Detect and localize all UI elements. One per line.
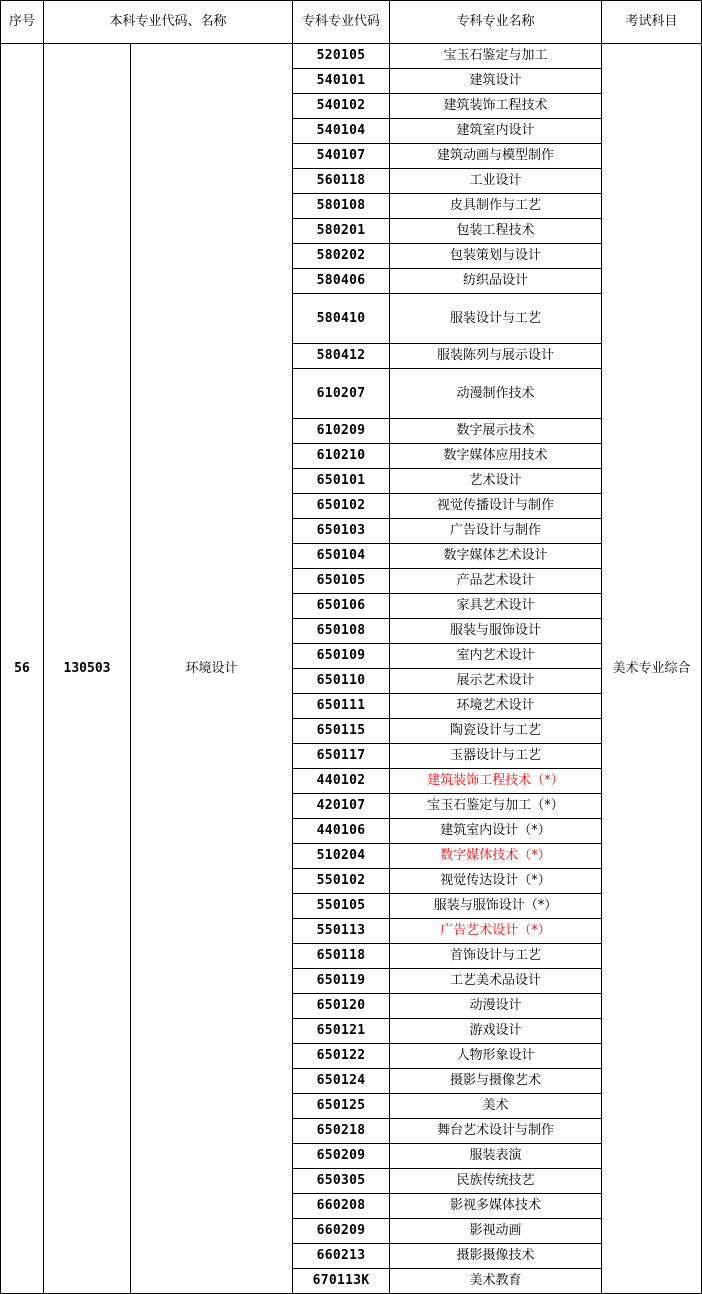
major-code: 660208: [293, 1194, 390, 1219]
major-code: 660213: [293, 1244, 390, 1269]
major-code: 650118: [293, 944, 390, 969]
major-name: 包装工程技术: [390, 219, 602, 244]
major-name: 首饰设计与工艺: [390, 944, 602, 969]
table-row: [1, 44, 702, 69]
major-name: 建筑设计: [390, 69, 602, 94]
major-name: 室内艺术设计: [390, 644, 602, 669]
record-index: 56: [1, 44, 44, 1294]
major-code: 650115: [293, 719, 390, 744]
major-code: 550102: [293, 869, 390, 894]
major-name: 建筑装饰工程技术: [390, 94, 602, 119]
major-code: 670113K: [293, 1269, 390, 1294]
major-name: 服装与服饰设计（*）: [390, 894, 602, 919]
major-name: 宝玉石鉴定与加工: [390, 44, 602, 69]
major-name: 数字媒体应用技术: [390, 444, 602, 469]
header-bachelor: 本科专业代码、名称: [44, 1, 293, 44]
major-code: 650117: [293, 744, 390, 769]
major-name: 摄影与摄像艺术: [390, 1069, 602, 1094]
major-name: 建筑动画与模型制作: [390, 144, 602, 169]
major-code: 650105: [293, 569, 390, 594]
major-code: 560118: [293, 169, 390, 194]
major-code: 650104: [293, 544, 390, 569]
major-name: 视觉传播设计与制作: [390, 494, 602, 519]
major-name: 摄影摄像技术: [390, 1244, 602, 1269]
major-code: 660209: [293, 1219, 390, 1244]
major-code: 550113: [293, 919, 390, 944]
major-name: 服装表演: [390, 1144, 602, 1169]
major-code: 550105: [293, 894, 390, 919]
major-name: 展示艺术设计: [390, 669, 602, 694]
bachelor-code: 130503: [44, 44, 131, 1294]
major-code: 650106: [293, 594, 390, 619]
major-name: 人物形象设计: [390, 1044, 602, 1069]
major-code: 580412: [293, 344, 390, 369]
major-code: 540101: [293, 69, 390, 94]
major-code: 540104: [293, 119, 390, 144]
header-index: 序号: [1, 1, 44, 44]
major-code: 650102: [293, 494, 390, 519]
major-code: 580410: [293, 294, 390, 344]
major-code: 650109: [293, 644, 390, 669]
major-name: 影视多媒体技术: [390, 1194, 602, 1219]
major-name: 视觉传达设计（*）: [390, 869, 602, 894]
major-name: 动漫制作技术: [390, 369, 602, 419]
major-name: 服装设计与工艺: [390, 294, 602, 344]
major-code: 650305: [293, 1169, 390, 1194]
major-name: 陶瓷设计与工艺: [390, 719, 602, 744]
major-name: 环境艺术设计: [390, 694, 602, 719]
major-name: 数字展示技术: [390, 419, 602, 444]
major-name: 家具艺术设计: [390, 594, 602, 619]
major-code: 650125: [293, 1094, 390, 1119]
major-code: 650119: [293, 969, 390, 994]
major-code: 650110: [293, 669, 390, 694]
major-name: 皮具制作与工艺: [390, 194, 602, 219]
major-name: 民族传统技艺: [390, 1169, 602, 1194]
major-code: 650124: [293, 1069, 390, 1094]
header-row: [1, 1, 702, 44]
major-name: 数字媒体艺术设计: [390, 544, 602, 569]
major-name: 工艺美术品设计: [390, 969, 602, 994]
major-code: 650218: [293, 1119, 390, 1144]
major-name: 美术: [390, 1094, 602, 1119]
header-name: 专科专业名称: [390, 1, 602, 44]
major-code: 580108: [293, 194, 390, 219]
major-name: 舞台艺术设计与制作: [390, 1119, 602, 1144]
major-name: 服装与服饰设计: [390, 619, 602, 644]
major-name: 玉器设计与工艺: [390, 744, 602, 769]
major-code: 650103: [293, 519, 390, 544]
major-code: 650108: [293, 619, 390, 644]
major-code: 610207: [293, 369, 390, 419]
major-name: 宝玉石鉴定与加工（*）: [390, 794, 602, 819]
major-name: 艺术设计: [390, 469, 602, 494]
major-name: 数字媒体技术（*）: [390, 844, 602, 869]
major-code: 440102: [293, 769, 390, 794]
major-code: 650122: [293, 1044, 390, 1069]
bachelor-name: 环境设计: [131, 44, 293, 1294]
major-code: 650120: [293, 994, 390, 1019]
table-body: [1, 1, 702, 1294]
major-code: 440106: [293, 819, 390, 844]
major-name: 包装策划与设计: [390, 244, 602, 269]
major-code: 540107: [293, 144, 390, 169]
major-code: 650209: [293, 1144, 390, 1169]
major-code: 520105: [293, 44, 390, 69]
major-name: 建筑室内设计: [390, 119, 602, 144]
major-code: 610210: [293, 444, 390, 469]
major-name: 动漫设计: [390, 994, 602, 1019]
major-name: 影视动画: [390, 1219, 602, 1244]
major-code: 650111: [293, 694, 390, 719]
major-code: 510204: [293, 844, 390, 869]
major-code: 650121: [293, 1019, 390, 1044]
major-name: 工业设计: [390, 169, 602, 194]
exam-subject: 美术专业综合: [602, 44, 702, 1294]
major-name: 纺织品设计: [390, 269, 602, 294]
header-subject: 考试科目: [602, 1, 702, 44]
major-code: 580202: [293, 244, 390, 269]
major-code: 420107: [293, 794, 390, 819]
major-name: 产品艺术设计: [390, 569, 602, 594]
major-name: 美术教育: [390, 1269, 602, 1294]
major-name: 服装陈列与展示设计: [390, 344, 602, 369]
major-code: 610209: [293, 419, 390, 444]
major-code: 650101: [293, 469, 390, 494]
major-name: 建筑装饰工程技术（*）: [390, 769, 602, 794]
header-code: 专科专业代码: [293, 1, 390, 44]
major-name: 建筑室内设计（*）: [390, 819, 602, 844]
major-name: 广告设计与制作: [390, 519, 602, 544]
major-name: 游戏设计: [390, 1019, 602, 1044]
major-code: 580406: [293, 269, 390, 294]
major-name: 广告艺术设计（*）: [390, 919, 602, 944]
major-code: 580201: [293, 219, 390, 244]
major-code: 540102: [293, 94, 390, 119]
